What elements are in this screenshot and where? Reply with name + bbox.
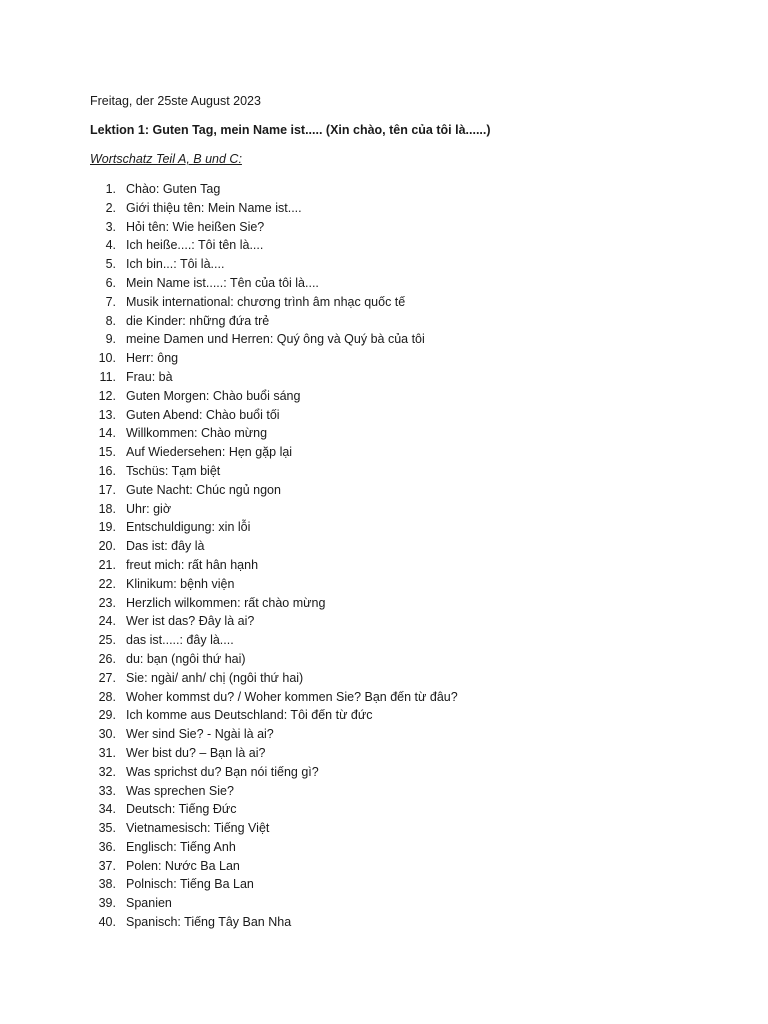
vocab-item-text: Englisch: Tiếng Anh bbox=[126, 839, 236, 854]
vocab-item-text: freut mich: rất hân hạnh bbox=[126, 557, 259, 572]
vocab-item-text: Wer ist das? Đây là ai? bbox=[126, 614, 255, 629]
vocab-item-number: 36. bbox=[98, 839, 116, 854]
vocab-item bbox=[0, 443, 458, 462]
vocab-item-text: Entschuldigung: xin lỗi bbox=[126, 520, 251, 535]
vocab-item bbox=[0, 575, 458, 594]
vocab-item bbox=[0, 744, 458, 763]
vocab-item-number: 9. bbox=[105, 332, 116, 347]
vocab-item-text: Musik international: chương trình âm nhạc quốc tế bbox=[126, 294, 406, 309]
vocab-item-number: 18. bbox=[98, 501, 116, 516]
vocab-item-number: 6. bbox=[105, 275, 116, 290]
vocab-item bbox=[0, 255, 458, 274]
vocab-item-text: Klinikum: bệnh viện bbox=[126, 576, 235, 591]
vocab-item bbox=[0, 274, 458, 293]
vocab-item bbox=[0, 406, 458, 425]
vocab-item-text: Tschüs: Tạm biệt bbox=[126, 463, 221, 478]
vocab-item-number: 20. bbox=[98, 539, 116, 554]
vocab-item-number: 27. bbox=[98, 670, 116, 685]
vocab-item-number: 28. bbox=[98, 689, 116, 704]
vocab-item-text: Polnisch: Tiếng Ba Lan bbox=[126, 877, 254, 892]
vocab-item bbox=[0, 387, 458, 406]
vocab-item-number: 15. bbox=[98, 445, 116, 460]
vocab-item-number: 25. bbox=[98, 633, 116, 648]
vocab-item-text: Auf Wiedersehen: Hẹn gặp lại bbox=[126, 445, 293, 460]
vocab-item-number: 26. bbox=[98, 651, 116, 666]
vocab-item bbox=[0, 838, 458, 857]
vocab-item-text: Guten Abend: Chào buổi tối bbox=[126, 407, 280, 422]
vocab-item-text: Guten Morgen: Chào buổi sáng bbox=[126, 388, 301, 403]
vocab-item-text: Chào: Guten Tag bbox=[126, 182, 221, 196]
vocab-item-number: 21. bbox=[98, 557, 116, 572]
vocab-item-number: 23. bbox=[98, 595, 116, 610]
document-date: Freitag, der 25ste August 2023 bbox=[90, 94, 261, 108]
vocab-item-text: Vietnamesisch: Tiếng Việt bbox=[126, 821, 270, 836]
vocab-item-text: meine Damen und Herren: Quý ông và Quý bà của tôi bbox=[126, 332, 425, 347]
vocab-item-number: 1. bbox=[105, 182, 116, 196]
vocab-item bbox=[0, 725, 458, 744]
vocab-item-number: 19. bbox=[98, 520, 116, 535]
vocab-item-number: 24. bbox=[98, 614, 116, 629]
vocab-item bbox=[0, 894, 458, 913]
vocab-item-number: 13. bbox=[98, 407, 116, 422]
vocab-item bbox=[0, 706, 458, 725]
vocabulary-heading: Wortschatz Teil A, B und C: bbox=[90, 152, 242, 166]
vocab-item bbox=[0, 349, 458, 368]
vocab-item-number: 38. bbox=[98, 877, 116, 892]
vocab-item bbox=[0, 857, 458, 876]
vocab-item-text: Ich komme aus Deutschland: Tôi đến từ đức bbox=[126, 708, 373, 723]
vocab-item-number: 17. bbox=[98, 482, 116, 497]
vocab-item-number: 22. bbox=[98, 576, 116, 591]
vocab-item-number: 10. bbox=[98, 351, 116, 366]
vocab-item bbox=[0, 199, 458, 218]
vocabulary-list bbox=[0, 180, 458, 932]
vocab-item-text: Sie: ngài/ anh/ chị (ngôi thứ hai) bbox=[126, 670, 304, 685]
vocab-item-number: 5. bbox=[105, 257, 116, 272]
vocab-item bbox=[0, 462, 458, 481]
vocab-item-text: Was sprechen Sie? bbox=[126, 783, 234, 798]
vocab-item-text: Herr: ông bbox=[126, 351, 179, 366]
lesson-title: Lektion 1: Guten Tag, mein Name ist..... (Xin chào, tên của tôi là......) bbox=[90, 123, 491, 137]
vocab-item-text: Giới thiệu tên: Mein Name ist.... bbox=[126, 200, 302, 215]
vocab-item bbox=[0, 518, 458, 537]
vocab-item-number: 37. bbox=[98, 858, 116, 873]
vocab-item-text: Gute Nacht: Chúc ngủ ngon bbox=[126, 482, 281, 497]
vocab-item bbox=[0, 913, 458, 932]
vocab-item-number: 34. bbox=[98, 802, 116, 817]
vocab-item-text: Deutsch: Tiếng Đức bbox=[126, 802, 237, 817]
vocab-item-text: Uhr: giờ bbox=[126, 501, 172, 516]
vocab-item-number: 16. bbox=[98, 463, 116, 478]
vocab-item bbox=[0, 293, 458, 312]
vocab-item bbox=[0, 180, 458, 199]
vocab-item-text: Woher kommst du? / Woher kommen Sie? Bạn đến từ đâu? bbox=[126, 689, 458, 704]
vocab-item-text: Spanisch: Tiếng Tây Ban Nha bbox=[126, 915, 292, 930]
vocab-item-text: Spanien bbox=[126, 896, 172, 911]
vocab-item-number: 8. bbox=[105, 313, 116, 328]
vocab-item-text: Mein Name ist.....: Tên của tôi là.... bbox=[126, 275, 319, 290]
vocab-item bbox=[0, 819, 458, 838]
vocab-item-text: Ich heiße....: Tôi tên là.... bbox=[126, 238, 264, 253]
vocab-item-number: 3. bbox=[105, 219, 116, 234]
vocab-item bbox=[0, 650, 458, 669]
vocab-item bbox=[0, 556, 458, 575]
vocab-item bbox=[0, 537, 458, 556]
vocab-item-text: Was sprichst du? Bạn nói tiếng gì? bbox=[126, 764, 319, 779]
vocab-item-number: 32. bbox=[98, 764, 116, 779]
vocab-item-text: Das ist: đây là bbox=[126, 539, 205, 554]
vocab-item-number: 14. bbox=[98, 426, 116, 441]
vocab-item-number: 4. bbox=[105, 238, 116, 253]
vocab-item bbox=[0, 800, 458, 819]
vocab-item bbox=[0, 612, 458, 631]
vocab-item bbox=[0, 669, 458, 688]
vocab-item-number: 11. bbox=[99, 369, 116, 384]
vocab-item bbox=[0, 368, 458, 387]
vocab-item-text: Wer bist du? – Bạn là ai? bbox=[126, 745, 266, 760]
vocab-item bbox=[0, 763, 458, 782]
vocab-item-text: du: bạn (ngôi thứ hai) bbox=[126, 651, 246, 666]
vocab-item bbox=[0, 424, 458, 443]
vocab-item-text: das ist.....: đây là.... bbox=[126, 633, 234, 648]
vocab-item-text: Herzlich wilkommen: rất chào mừng bbox=[126, 595, 326, 610]
vocab-item bbox=[0, 312, 458, 331]
vocab-item bbox=[0, 875, 458, 894]
vocab-item-number: 31. bbox=[98, 745, 116, 760]
vocab-item-number: 29. bbox=[98, 708, 116, 723]
vocab-item bbox=[0, 236, 458, 255]
vocab-item-number: 39. bbox=[98, 896, 116, 911]
vocab-item-number: 40. bbox=[98, 915, 116, 930]
vocab-item-text: die Kinder: những đứa trẻ bbox=[126, 313, 270, 328]
vocab-item-text: Willkommen: Chào mừng bbox=[126, 426, 268, 441]
vocab-item-number: 7. bbox=[105, 294, 116, 309]
vocab-item-text: Frau: bà bbox=[126, 369, 173, 384]
vocab-item bbox=[0, 631, 458, 650]
vocab-item bbox=[0, 782, 458, 801]
vocab-item bbox=[0, 481, 458, 500]
vocab-item bbox=[0, 594, 458, 613]
vocab-item bbox=[0, 330, 458, 349]
vocab-item bbox=[0, 218, 458, 237]
vocab-item-number: 12. bbox=[98, 388, 116, 403]
vocab-item-number: 35. bbox=[98, 821, 116, 836]
vocab-item bbox=[0, 500, 458, 519]
vocab-item-number: 30. bbox=[98, 727, 116, 742]
vocab-item-text: Hỏi tên: Wie heißen Sie? bbox=[126, 219, 265, 234]
vocab-item-text: Polen: Nước Ba Lan bbox=[126, 858, 240, 873]
vocab-item-number: 33. bbox=[98, 783, 116, 798]
vocab-item-text: Ich bin...: Tôi là.... bbox=[126, 257, 225, 272]
vocab-item-text: Wer sind Sie? - Ngài là ai? bbox=[126, 727, 274, 742]
vocab-item bbox=[0, 688, 458, 707]
vocab-item-number: 2. bbox=[105, 200, 116, 215]
